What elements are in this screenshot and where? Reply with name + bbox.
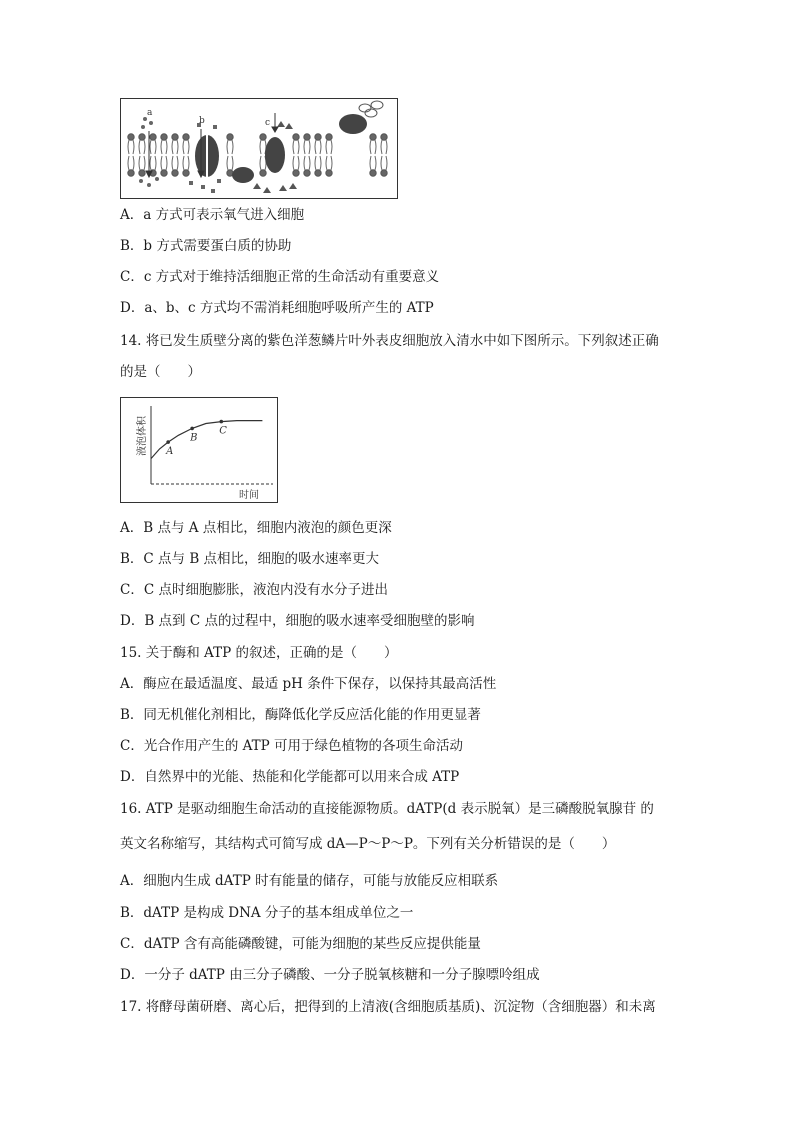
y-axis-label: 液泡体积	[137, 416, 148, 456]
q16-option-c: C．dATP 含有高能磷酸键，可能为细胞的某些反应提供能量	[120, 936, 481, 952]
phospholipid-tail	[370, 140, 376, 154]
chart-svg	[121, 398, 277, 502]
phospholipid-head	[161, 134, 167, 140]
phospholipid-tail	[128, 156, 134, 170]
q14-stem-line1: 14. 将已发生质壁分离的紫色洋葱鳞片叶外表皮细胞放入清水中如下图所示。下列叙述正确	[120, 333, 659, 349]
label-a: a	[147, 108, 153, 118]
point-a	[166, 440, 170, 444]
phospholipid-tail	[139, 140, 145, 154]
phospholipid-head	[227, 134, 233, 140]
phospholipid-tail	[326, 156, 332, 170]
q16-option-d: D．一分子 dATP 由三分子磷酸、一分子脱氧核糖和一分子腺嘌呤组成	[120, 967, 540, 983]
q16-option-b: B．dATP 是构成 DNA 分子的基本组成单位之一	[120, 905, 414, 921]
q15-option-c: C．光合作用产生的 ATP 可用于绿色植物的各项生命活动	[120, 738, 464, 754]
q15-option-d: D．自然界中的光能、热能和化学能都可以用来合成 ATP	[120, 769, 460, 785]
point-label-b: B	[190, 432, 198, 444]
phospholipid-tail	[304, 140, 310, 154]
phospholipid-tail	[326, 140, 332, 154]
phospholipid-tail	[139, 156, 145, 170]
phospholipid-tail	[128, 140, 134, 154]
phospholipid-tail	[315, 156, 321, 170]
phospholipid-tail	[260, 140, 266, 154]
carrier-protein-c	[265, 137, 285, 173]
q15-stem: 15. 关于酶和 ATP 的叙述，正确的是（ ）	[120, 645, 398, 661]
phospholipid-head	[260, 134, 266, 140]
q14-option-b: B．C 点与 B 点相比，细胞的吸水速率更大	[120, 551, 380, 567]
phospholipid-tail	[150, 140, 156, 154]
phospholipid-head	[326, 134, 332, 140]
q14-stem-line2: 的是（ ）	[120, 364, 201, 380]
phospholipid-tail	[381, 140, 387, 154]
phospholipid-head	[139, 170, 145, 176]
phospholipid-head	[161, 170, 167, 176]
point-b	[190, 427, 194, 431]
q13-option-d: D．a、b、c 方式均不需消耗细胞呼吸所产生的 ATP	[120, 300, 434, 316]
phospholipid-tail	[161, 140, 167, 154]
phospholipid-tail	[172, 156, 178, 170]
q14-option-c: C．C 点时细胞膨胀，液泡内没有水分子进出	[120, 582, 388, 598]
point-c	[219, 420, 223, 424]
vacuole-volume-chart	[120, 397, 278, 503]
phospholipid-head	[183, 170, 189, 176]
label-c: c	[265, 118, 271, 128]
phospholipid-tail	[381, 156, 387, 170]
q16-option-a: A．细胞内生成 dATP 时有能量的储存，可能与放能反应相联系	[120, 873, 499, 889]
phospholipid-head	[150, 134, 156, 140]
phospholipid-head	[183, 134, 189, 140]
phospholipid-tail	[293, 156, 299, 170]
phospholipid-head	[381, 170, 387, 176]
phospholipid-head	[172, 170, 178, 176]
phospholipid-tail	[227, 140, 233, 154]
phospholipid-tail	[172, 140, 178, 154]
q14-option-a: A．B 点与 A 点相比，细胞内液泡的颜色更深	[120, 520, 392, 536]
phospholipid-head	[139, 134, 145, 140]
glycoprotein-chain	[359, 101, 383, 117]
q13-option-c: C．c 方式对于维持活细胞正常的生命活动有重要意义	[120, 269, 440, 285]
q17-stem-line1: 17. 将酵母菌研磨、离心后，把得到的上清液(含细胞质基质)、沉淀物（含细胞器）和未离	[120, 999, 656, 1015]
phospholipid-tail	[183, 140, 189, 154]
phospholipid-head	[172, 134, 178, 140]
phospholipid-tail	[315, 140, 321, 154]
q13-option-b: B．b 方式需要蛋白质的协助	[120, 238, 292, 254]
phospholipid-tail	[183, 156, 189, 170]
phospholipid-head	[128, 170, 134, 176]
q16-stem-line2: 英文名称缩写，其结构式可简写成 dA—P～P～P。下列有关分析错误的是（ ）	[120, 836, 616, 852]
q16-stem-line1: 16. ATP 是驱动细胞生命活动的直接能源物质。dATP(d 表示脱氧）是三磷酸脱氧腺苷 的	[120, 801, 654, 817]
phospholipid-head	[304, 170, 310, 176]
phospholipid-head	[326, 170, 332, 176]
label-b: b	[199, 116, 205, 126]
phospholipid-head	[293, 134, 299, 140]
phospholipid-head	[315, 170, 321, 176]
phospholipid-tail	[293, 140, 299, 154]
q15-option-b: B．同无机催化剂相比，酶降低化学反应活化能的作用更显著	[120, 707, 481, 723]
point-label-a: A	[166, 446, 174, 458]
phospholipid-tail	[260, 156, 266, 170]
surface-protein	[339, 114, 367, 134]
peripheral-protein	[232, 167, 254, 183]
phospholipid-tail	[370, 156, 376, 170]
phospholipid-tail	[227, 156, 233, 170]
q14-option-d: D．B 点到 C 点的过程中，细胞的吸水速率受细胞壁的影响	[120, 613, 475, 629]
q13-option-a: A．a 方式可表示氧气进入细胞	[120, 207, 305, 223]
phospholipid-tail	[304, 156, 310, 170]
membrane-diagram	[121, 99, 397, 198]
phospholipid-head	[370, 170, 376, 176]
phospholipid-head	[304, 134, 310, 140]
phospholipid-head	[381, 134, 387, 140]
phospholipid-head	[370, 134, 376, 140]
phospholipid-tail	[161, 156, 167, 170]
q15-option-a: A．酶应在最适温度、最适 pH 条件下保存，以保持其最高活性	[120, 676, 497, 692]
phospholipid-head	[315, 134, 321, 140]
x-axis-label: 时间	[239, 490, 259, 501]
phospholipid-head	[260, 170, 266, 176]
phospholipid-tail	[150, 156, 156, 170]
phospholipid-head	[293, 170, 299, 176]
lipid-bilayer	[128, 134, 387, 176]
phospholipid-head	[128, 134, 134, 140]
membrane-transport-figure	[120, 98, 398, 199]
point-label-c: C	[219, 425, 227, 437]
